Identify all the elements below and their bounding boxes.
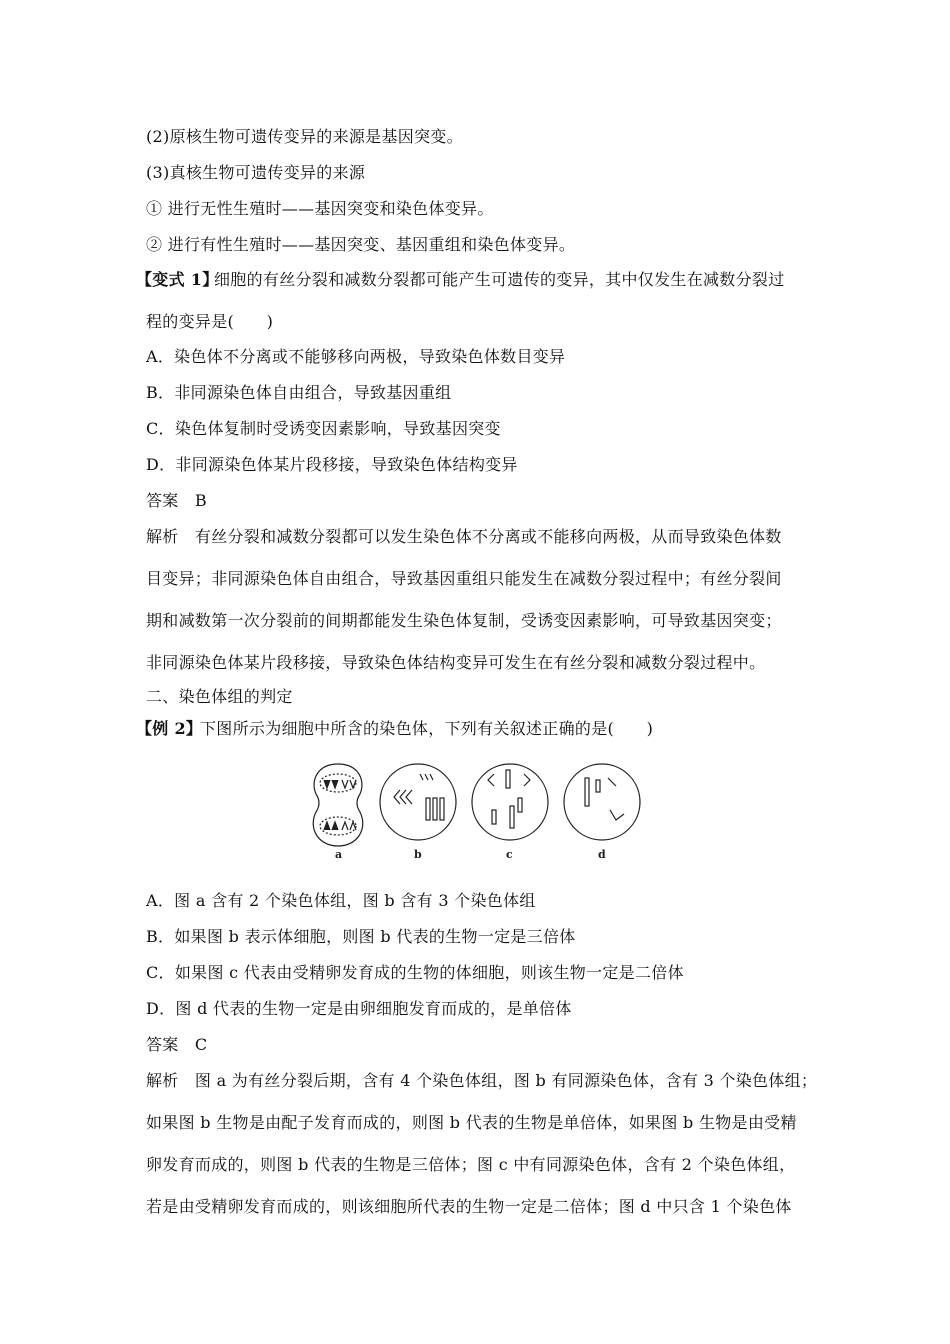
cell-d: [564, 764, 640, 840]
variant-question-cont: 程的变异是( ): [146, 312, 274, 331]
option-b: B．如果图 b 表示体细胞，则图 b 代表的生物一定是三倍体: [146, 927, 576, 946]
text-line: ① 进行无性生殖时——基因突变和染色体变异。: [146, 199, 494, 218]
figure-label-c: c: [506, 848, 513, 861]
option-d: D．非同源染色体某片段移接，导致染色体结构变异: [146, 455, 518, 474]
explanation-line: 解析 有丝分裂和减数分裂都可以发生染色体不分离或不能移向两极，从而导致染色体数: [146, 527, 782, 546]
option-c: C．如果图 c 代表由受精卵发育成的生物的体细胞，则该生物一定是二倍体: [146, 963, 684, 982]
variant-tag: 【变式 1】: [136, 270, 219, 289]
variant-question: 细胞的有丝分裂和减数分裂都可能产生可遗传的变异，其中仅发生在减数分裂过: [214, 270, 785, 289]
explanation-line: 如果图 b 生物是由配子发育而成的，则图 b 代表的生物是单倍体，如果图 b 生物是由受精: [146, 1113, 797, 1132]
figure-label-d: d: [598, 848, 606, 861]
cell-b: [380, 764, 456, 840]
explanation-line: 非同源染色体某片段移接，导致染色体结构变异可发生在有丝分裂和减数分裂过程中。: [146, 653, 766, 672]
chromosome-figure: [296, 758, 652, 864]
figure-label-a: a: [335, 848, 343, 861]
explanation-line: 解析 图 a 为有丝分裂后期，含有 4 个染色体组，图 b 有同源染色体，含有 3 个染色体组；: [146, 1071, 818, 1090]
example-tag: 【例 2】: [136, 719, 203, 738]
option-a: A．染色体不分离或不能够移向两极，导致染色体数目变异: [146, 347, 566, 366]
text-line: (3)真核生物可遗传变异的来源: [146, 163, 366, 182]
cell-a: [313, 764, 363, 846]
option-a: A．图 a 含有 2 个染色体组，图 b 含有 3 个染色体组: [146, 891, 536, 910]
explanation-line: 期和减数第一次分裂前的间期都能发生染色体复制，受诱变因素影响，可导致基因突变；: [146, 611, 782, 630]
text-line: ② 进行有性生殖时——基因突变、基因重组和染色体变异。: [146, 235, 576, 254]
text-line: (2)原核生物可遗传变异的来源是基因突变。: [146, 127, 463, 146]
figure-label-b: b: [414, 848, 422, 861]
option-d: D．图 d 代表的生物一定是由卵细胞发育而成的，是单倍体: [146, 999, 572, 1018]
answer: 答案 B: [146, 491, 207, 510]
option-c: C．染色体复制时受诱变因素影响，导致基因突变: [146, 419, 501, 438]
example-question: 下图所示为细胞中所含的染色体，下列有关叙述正确的是( ): [200, 719, 654, 738]
option-b: B．非同源染色体自由组合，导致基因重组: [146, 383, 452, 402]
cell-c: [472, 764, 548, 840]
explanation-line: 若是由受精卵发育而成的，则该细胞所代表的生物一定是二倍体；图 d 中只含 1 个染色体: [146, 1197, 792, 1216]
section-heading: 二、染色体组的判定: [146, 687, 293, 706]
explanation-line: 卵发育而成的，则图 b 代表的生物是三倍体；图 c 中有同源染色体，含有 2 个染色体组，: [146, 1155, 796, 1174]
answer: 答案 C: [146, 1035, 208, 1054]
explanation-line: 目变异；非同源染色体自由组合，导致基因重组只能发生在减数分裂过程中；有丝分裂间: [146, 569, 782, 588]
